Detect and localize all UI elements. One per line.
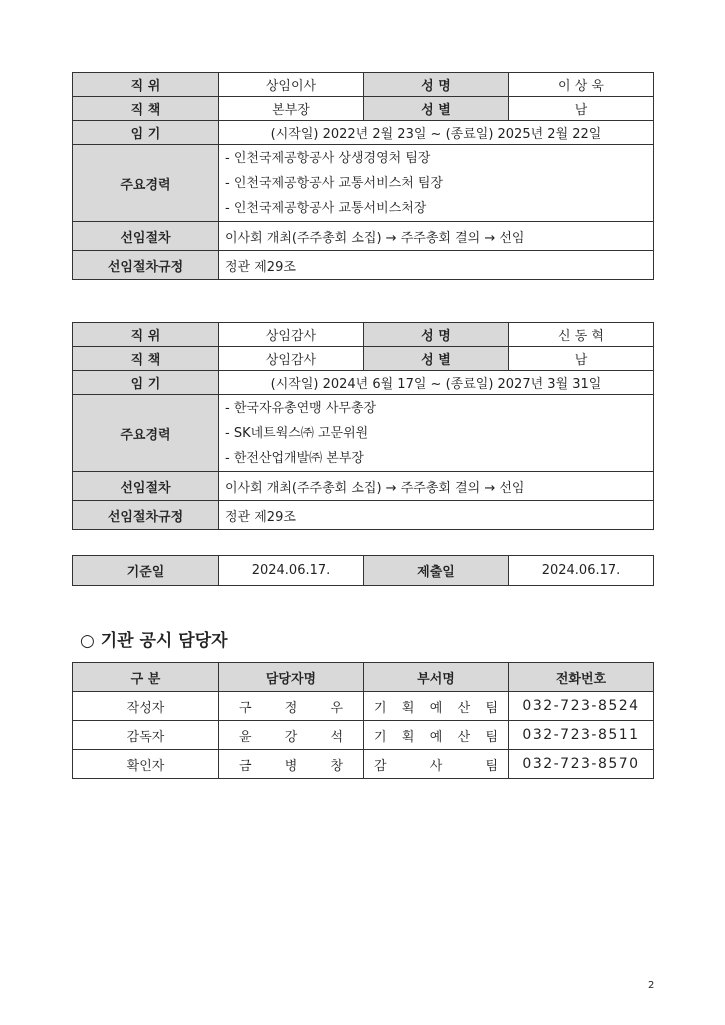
name-char: 윤 — [239, 729, 252, 745]
dept-char: 팀 — [485, 758, 498, 774]
career-label: 주요경력 — [73, 395, 219, 472]
dept-char: 예 — [429, 729, 443, 745]
position-value: 상임이사 — [219, 73, 364, 97]
duty-label: 직 책 — [73, 97, 219, 121]
name-cell — [219, 750, 364, 779]
section-title: ○ 기관 공시 담당자 — [80, 631, 228, 651]
dept-char: 획 — [401, 729, 415, 745]
procedure-label: 선임절차 — [73, 222, 219, 251]
phone-cell: 032-723-8570 — [509, 750, 654, 779]
career-item: - 인천국제공항공사 교통서비스처 팀장 — [225, 175, 444, 191]
name-char: 구 — [239, 700, 252, 716]
phone-cell: 032-723-8524 — [509, 692, 654, 721]
dept-char: 팀 — [485, 729, 498, 745]
name-cell — [219, 721, 364, 750]
rule-label: 선임절차규정 — [73, 251, 219, 280]
rule-label: 선임절차규정 — [73, 501, 219, 530]
dept-char: 획 — [401, 700, 415, 716]
career-label: 주요경력 — [73, 145, 219, 222]
name-char: 정 — [284, 700, 298, 716]
dept-char: 산 — [457, 729, 471, 745]
name-char: 석 — [330, 729, 343, 745]
career-list — [219, 145, 654, 222]
duty-label: 직 책 — [73, 347, 219, 371]
name-cell — [219, 692, 364, 721]
header-person: 담당자명 — [219, 663, 364, 692]
dept-char: 감 — [374, 758, 387, 774]
name-char: 강 — [284, 729, 298, 745]
name-char: 우 — [330, 700, 343, 716]
dept-char: 산 — [457, 700, 471, 716]
dept-cell — [364, 721, 509, 750]
table-row — [73, 721, 654, 750]
term-value: (시작일) 2022년 2월 23일 ~ (종료일) 2025년 2월 22일 — [219, 121, 654, 145]
dept-cell — [364, 692, 509, 721]
position-label: 직 위 — [73, 323, 219, 347]
role-cell: 작성자 — [73, 692, 219, 721]
header-category: 구 분 — [73, 663, 219, 692]
officer-table-2 — [72, 322, 654, 530]
name-char: 병 — [284, 758, 298, 774]
dept-char: 기 — [374, 729, 387, 745]
gender-label: 성 별 — [364, 347, 509, 371]
name-char: 금 — [239, 758, 252, 774]
gender-value: 남 — [509, 347, 654, 371]
rule-value: 정관 제29조 — [219, 501, 654, 530]
position-label: 직 위 — [73, 73, 219, 97]
duty-value: 본부장 — [219, 97, 364, 121]
career-item: - 인천국제공항공사 교통서비스처장 — [225, 200, 427, 216]
term-label: 임 기 — [73, 121, 219, 145]
table-row — [73, 750, 654, 779]
name-char: 창 — [330, 758, 343, 774]
submit-date-value: 2024.06.17. — [509, 556, 654, 586]
officer-table-1 — [72, 72, 654, 280]
submit-date-label: 제출일 — [364, 556, 509, 586]
dept-char: 기 — [374, 700, 387, 716]
dept-char: 사 — [429, 758, 443, 774]
gender-label: 성 별 — [364, 97, 509, 121]
table-row — [73, 692, 654, 721]
role-cell: 감독자 — [73, 721, 219, 750]
base-date-label: 기준일 — [73, 556, 219, 586]
contacts-table — [72, 662, 654, 779]
base-date-value: 2024.06.17. — [219, 556, 364, 586]
dept-cell — [364, 750, 509, 779]
rule-value: 정관 제29조 — [219, 251, 654, 280]
term-label: 임 기 — [73, 371, 219, 395]
career-item: - 인천국제공항공사 상생경영처 팀장 — [225, 150, 431, 166]
name-label: 성 명 — [364, 323, 509, 347]
career-list — [219, 395, 654, 472]
career-item: - SK네트웍스㈜ 고문위원 — [225, 425, 369, 441]
dept-char: 예 — [429, 700, 443, 716]
page-number: 2 — [648, 980, 655, 991]
role-cell: 확인자 — [73, 750, 219, 779]
name-value: 이 상 욱 — [509, 73, 654, 97]
dept-char: 팀 — [485, 700, 498, 716]
term-value: (시작일) 2024년 6월 17일 ~ (종료일) 2027년 3월 31일 — [219, 371, 654, 395]
header-department: 부서명 — [364, 663, 509, 692]
position-value: 상임감사 — [219, 323, 364, 347]
header-phone: 전화번호 — [509, 663, 654, 692]
gender-value: 남 — [509, 97, 654, 121]
dates-table — [72, 555, 654, 586]
procedure-value: 이사회 개최(주주총회 소집) → 주주총회 결의 → 선임 — [219, 222, 654, 251]
career-item: - 한전산업개발㈜ 본부장 — [225, 450, 364, 466]
career-item: - 한국자유총연맹 사무총장 — [225, 400, 377, 416]
duty-value: 상임감사 — [219, 347, 364, 371]
name-label: 성 명 — [364, 73, 509, 97]
procedure-label: 선임절차 — [73, 472, 219, 501]
name-value: 신 동 혁 — [509, 323, 654, 347]
procedure-value: 이사회 개최(주주총회 소집) → 주주총회 결의 → 선임 — [219, 472, 654, 501]
phone-cell: 032-723-8511 — [509, 721, 654, 750]
